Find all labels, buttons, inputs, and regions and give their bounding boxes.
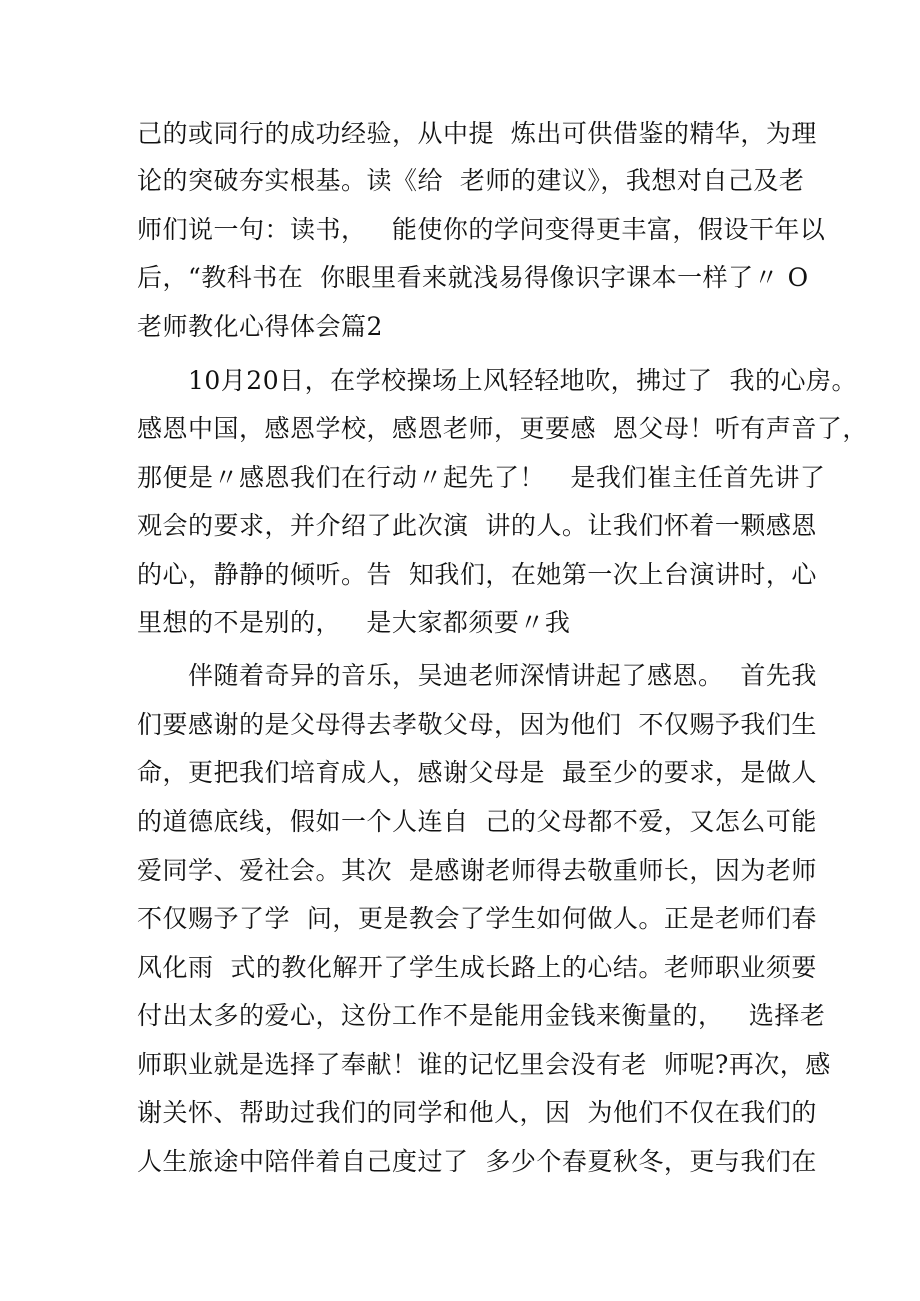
text-line: 付出太多的爱心，这份工作不是能用金钱来衡量的， 选择老 <box>137 1001 826 1030</box>
text-line: 的心，静静的倾听。告 知我们，在她第一次上台演讲时，心 <box>137 560 817 589</box>
text-line: 10月20日，在学校操场上风轻轻地吹，拂过了 我的心房。 <box>188 366 858 395</box>
text-line: 的道德底线，假如一个人连自 己的父母都不爱，又怎么可能 <box>137 807 817 836</box>
text-line: 那便是〃感恩我们在行动〃起先了！ 是我们崔主任首先讲了 <box>137 463 826 492</box>
section-heading: 老师教化心得体会篇2 <box>137 312 383 341</box>
text-line: 命，更把我们培育成人，感谢父母是 最至少的要求，是做人 <box>137 758 817 787</box>
text-line: 人生旅途中陪伴着自己度过了 多少个春夏秋冬，更与我们在 <box>137 1147 817 1176</box>
text-line: 们要感谢的是父母得去孝敬父母，因为他们 不仅赐予我们生 <box>137 710 817 739</box>
text-line: 观会的要求，并介绍了此次演 讲的人。让我们怀着一颗感恩 <box>137 511 817 540</box>
text-line: 谢关怀、帮助过我们的同学和他人，因 为他们不仅在我们的 <box>137 1098 817 1127</box>
text-line: 后，“教科书在 你眼里看来就浅易得像识字课本一样了〃 O <box>137 263 809 292</box>
text-line: 感恩中国，感恩学校，感恩老师，更要感 恩父母！听有声音了， <box>137 414 868 443</box>
text-line: 伴随着奇异的音乐，吴迪老师深情讲起了感恩。 首先我 <box>188 661 817 690</box>
text-line: 论的突破夯实根基。读《给 老师的建议》，我想对自己及老 <box>137 166 805 195</box>
text-line: 师们说一句：读书， 能使你的学问变得更丰富，假设干年以 <box>137 215 826 244</box>
text-line: 里想的不是别的， 是大家都须要〃我 <box>137 608 571 637</box>
text-line: 己的或同行的成功经验，从中提 炼出可供借鉴的精华，为理 <box>137 119 817 148</box>
text-line: 爱同学、爱社会。其次 是感谢老师得去敬重师长，因为老师 <box>137 856 817 885</box>
text-line: 师职业就是选择了奉献！谁的记忆里会没有老 师呢?再次，感 <box>137 1050 831 1079</box>
text-line: 风化雨 式的教化解开了学生成长路上的心结。老师职业须要 <box>137 953 817 982</box>
text-line: 不仅赐予了学 问，更是教会了学生如何做人。正是老师们春 <box>137 904 817 933</box>
